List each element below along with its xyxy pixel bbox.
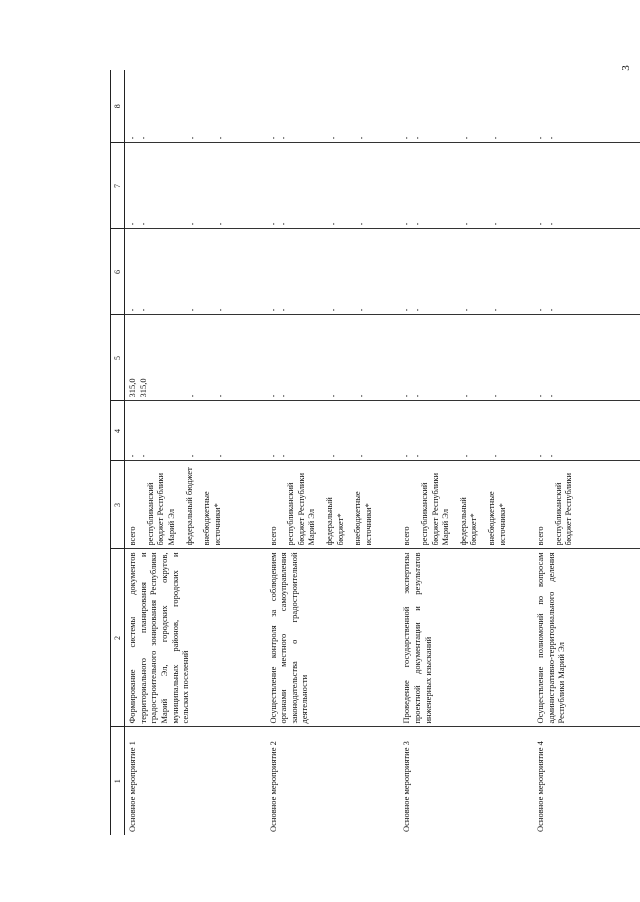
value: - bbox=[215, 454, 226, 458]
value: - bbox=[411, 222, 422, 226]
value: - bbox=[401, 454, 412, 458]
value: - bbox=[127, 136, 137, 140]
value-cell-col8 bbox=[533, 70, 640, 143]
value-cell-col5 bbox=[399, 315, 533, 401]
value: - bbox=[401, 394, 412, 398]
funding-source: внебюджетные источники* bbox=[201, 491, 222, 546]
value: - bbox=[545, 136, 556, 140]
value: - bbox=[461, 308, 472, 312]
value: - bbox=[545, 308, 556, 312]
value: - bbox=[137, 136, 148, 140]
value: - bbox=[327, 222, 338, 226]
funding-source-cell bbox=[533, 461, 640, 549]
value: - bbox=[137, 454, 148, 458]
page-number: 3 bbox=[619, 65, 632, 71]
column-header: 3 bbox=[111, 461, 125, 549]
table-row bbox=[533, 70, 640, 835]
value: - bbox=[411, 454, 422, 458]
column-header: 6 bbox=[111, 229, 125, 315]
value: - bbox=[545, 222, 556, 226]
value: - bbox=[267, 454, 278, 458]
funding-source: республиканский бюджет Республики Марий Эл bbox=[418, 472, 451, 546]
value: - bbox=[489, 454, 500, 458]
activity-id-cell: Основное мероприятие 1 bbox=[125, 727, 266, 835]
value: - bbox=[187, 222, 198, 226]
rotated-table-wrapper bbox=[110, 70, 640, 835]
value: - bbox=[355, 454, 366, 458]
value: 315,0 bbox=[137, 378, 148, 398]
funding-source: всего bbox=[534, 526, 545, 546]
value: - bbox=[327, 136, 338, 140]
column-header: 8 bbox=[111, 70, 125, 143]
value: - bbox=[278, 454, 289, 458]
activity-id-cell: Основное мероприятие 2 bbox=[266, 727, 400, 835]
value: - bbox=[355, 136, 366, 140]
funding-source: всего bbox=[401, 526, 412, 546]
funding-source: внебюджетные источники* bbox=[486, 491, 507, 546]
funding-source: республиканский бюджет Республики Марий Эл bbox=[285, 472, 317, 546]
value: - bbox=[327, 308, 338, 312]
value: - bbox=[137, 222, 148, 226]
funding-source: всего bbox=[127, 526, 137, 546]
activity-description-cell: Осуществление контроля за соблюдением органами местного самоуправления законодательства о градостроительной деятельности bbox=[266, 549, 400, 727]
table-body bbox=[125, 70, 640, 835]
value: - bbox=[545, 394, 556, 398]
value: - bbox=[411, 308, 422, 312]
value: - bbox=[187, 308, 198, 312]
value: - bbox=[278, 136, 289, 140]
value: - bbox=[215, 394, 226, 398]
funding-source: внебюджетные источники* bbox=[352, 491, 373, 546]
value-cell-col8 bbox=[125, 70, 266, 143]
value: - bbox=[215, 136, 226, 140]
value-cell-col5 bbox=[266, 315, 400, 401]
value: - bbox=[461, 394, 472, 398]
column-header: 5 bbox=[111, 315, 125, 401]
value: - bbox=[187, 454, 198, 458]
budget-table bbox=[110, 70, 640, 835]
column-header: 2 bbox=[111, 549, 125, 727]
header-row bbox=[111, 70, 125, 835]
column-header: 7 bbox=[111, 143, 125, 229]
value: - bbox=[187, 394, 198, 398]
funding-source-cell bbox=[399, 461, 533, 549]
column-header: 4 bbox=[111, 401, 125, 461]
value-cell-col6 bbox=[533, 229, 640, 315]
activity-id-cell: Основное мероприятие 4 bbox=[533, 727, 640, 835]
value: - bbox=[355, 394, 366, 398]
value: - bbox=[127, 222, 137, 226]
funding-source: федеральный бюджет* bbox=[457, 497, 479, 546]
value: - bbox=[461, 136, 472, 140]
value-cell-col4 bbox=[125, 401, 266, 461]
value: - bbox=[401, 136, 412, 140]
value: - bbox=[355, 308, 366, 312]
value: 315,0 bbox=[127, 378, 137, 398]
value-cell-col7 bbox=[266, 143, 400, 229]
table-row bbox=[125, 70, 266, 835]
value: - bbox=[461, 222, 472, 226]
value: - bbox=[489, 136, 500, 140]
value: - bbox=[278, 308, 289, 312]
table-row bbox=[399, 70, 533, 835]
value: - bbox=[278, 394, 289, 398]
value: - bbox=[534, 136, 545, 140]
funding-source: федеральный бюджет bbox=[183, 467, 194, 546]
value: - bbox=[278, 222, 289, 226]
funding-source: республиканский бюджет Республики bbox=[552, 472, 574, 546]
activity-description-cell: Проведение государственной экспертизы проектной документации и результатов инженерных изысканий bbox=[399, 549, 533, 727]
value: - bbox=[327, 394, 338, 398]
activity-id-cell: Основное мероприятие 3 bbox=[399, 727, 533, 835]
value: - bbox=[187, 136, 198, 140]
table-row bbox=[266, 70, 400, 835]
value: - bbox=[545, 454, 556, 458]
funding-source-cell bbox=[125, 461, 266, 549]
value-cell-col8 bbox=[266, 70, 400, 143]
column-header: 1 bbox=[111, 727, 125, 835]
value: - bbox=[401, 222, 412, 226]
value-cell-col5 bbox=[125, 315, 266, 401]
value-cell-col4 bbox=[399, 401, 533, 461]
value-cell-col5 bbox=[533, 315, 640, 401]
value: - bbox=[534, 222, 545, 226]
funding-source: всего bbox=[267, 526, 278, 546]
value-cell-col6 bbox=[266, 229, 400, 315]
value: - bbox=[534, 454, 545, 458]
value-cell-col6 bbox=[125, 229, 266, 315]
value-cell-col4 bbox=[266, 401, 400, 461]
funding-source: республиканский бюджет Республики Марий Эл bbox=[144, 472, 176, 546]
value: - bbox=[327, 454, 338, 458]
value: - bbox=[127, 308, 137, 312]
value: - bbox=[534, 394, 545, 398]
value: - bbox=[267, 394, 278, 398]
value: - bbox=[489, 222, 500, 226]
value: - bbox=[267, 308, 278, 312]
value: - bbox=[127, 454, 137, 458]
value-cell-col8 bbox=[399, 70, 533, 143]
value: - bbox=[267, 136, 278, 140]
activity-description-cell: Формирование системы документов территориального планирования и градостроительного зонирования Республики Марий Эл, городских округов, муниципальных районов, городских и сельских поселений bbox=[125, 549, 266, 727]
funding-source: федеральный бюджет* bbox=[324, 497, 345, 546]
value-cell-col7 bbox=[533, 143, 640, 229]
value: - bbox=[534, 308, 545, 312]
activity-description-cell: Осуществление полномочий по вопросам административно-территориального деления Республики Марий Эл bbox=[533, 549, 640, 727]
value: - bbox=[267, 222, 278, 226]
value-cell-col6 bbox=[399, 229, 533, 315]
value-cell-col7 bbox=[399, 143, 533, 229]
value-cell-col4 bbox=[533, 401, 640, 461]
value: - bbox=[461, 454, 472, 458]
value: - bbox=[411, 394, 422, 398]
value: - bbox=[137, 308, 148, 312]
value: - bbox=[489, 394, 500, 398]
value: - bbox=[215, 222, 226, 226]
value-cell-col7 bbox=[125, 143, 266, 229]
funding-source-cell bbox=[266, 461, 400, 549]
value: - bbox=[489, 308, 500, 312]
value: - bbox=[215, 308, 226, 312]
value: - bbox=[355, 222, 366, 226]
value: - bbox=[401, 308, 412, 312]
value: - bbox=[411, 136, 422, 140]
